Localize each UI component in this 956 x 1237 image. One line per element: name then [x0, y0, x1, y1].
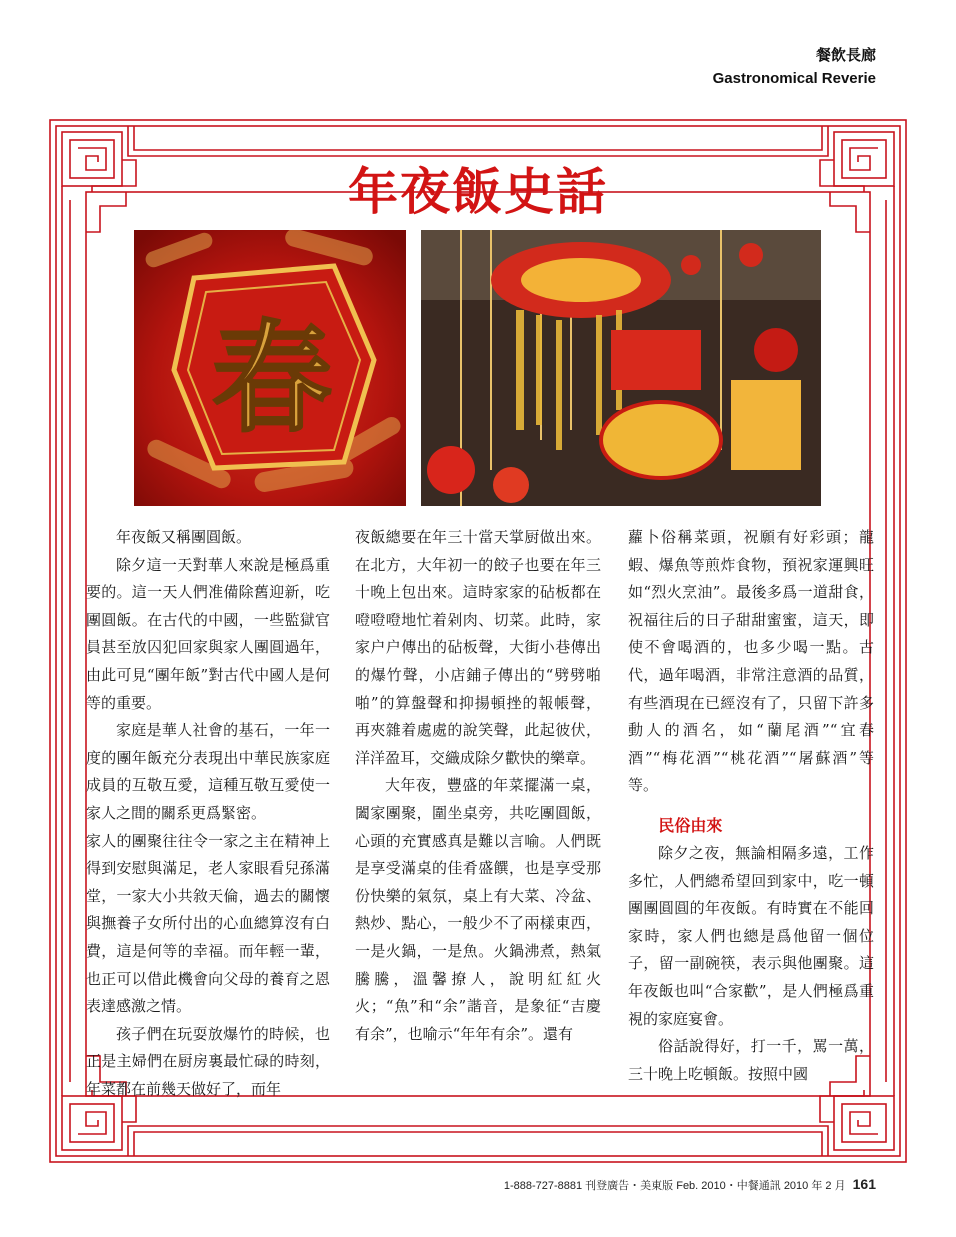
paragraph: 除夕之夜，無論相隔多遠，工作多忙，人們總希望回到家中，吃一頓團團圓圓的年夜飯。有時實在不能回家時，家人們也總是爲他留一個位子，留一副碗筷，表示與他團聚。這年夜飯也叫“合家歡”，是人們極爲重視的家庭宴會。: [628, 843, 874, 1028]
text-column-1: [86, 524, 330, 1103]
paragraph: 大年夜，豐盛的年菜擺滿一桌，闔家團聚，圍坐桌旁，共吃團圓飯，心頭的充實感真是難以言喻。人們既是享受滿桌的佳肴盛饌，也是享受那份快樂的氣氛，桌上有大菜、冷盆、熱炒、點心，一般少不了兩樣東西，一是火鍋，一是魚。火鍋沸煮，熱氣騰騰，溫馨撩人，說明紅紅火火；“魚”和“余”諧音，是象征“吉慶有余”，也喻示“年年有余”。還有: [355, 776, 601, 1043]
page-title: 年夜飯史話: [348, 163, 608, 221]
firecracker-photo: [134, 230, 406, 506]
footer-text: 1-888-727-8881 刊登廣告・美東版 Feb. 2010・中餐通訊 2010 年 2 月: [503, 1180, 846, 1192]
text-column-3: [628, 524, 874, 1088]
paragraph: 蘿卜俗稱菜頭，祝願有好彩頭；龍蝦、爆魚等煎炸食物，預祝家運興旺如“烈火烹油”。最後多爲一道甜食，祝福往后的日子甜甜蜜蜜，這天，即使不會喝酒的，也多少喝一點。古代，過年喝酒，非常注意酒的品質，有些酒現在已經沒有了，只留下許多動人的酒名，如“蘭尾酒”“宜春酒”“梅花酒”“桃花酒”“屠蘇酒”等等。: [628, 528, 874, 795]
paragraph: 俗話說得好，打一千，罵一萬，三十晚上吃頓飯。按照中國: [628, 1037, 874, 1083]
paragraph: 夜飯總要在年三十當天掌厨做出來。在北方，大年初一的餃子也要在年三十晚上包出來。這時家家的砧板都在噔噔噔地忙着剁肉、切菜。此時，家家户户傳出的砧板聲，大街小巷傳出的爆竹聲，小店鋪子傳出的“劈劈啪啪”的算盤聲和抑揚頓挫的報帳聲，再夾雜着處處的說笑聲，此起彼伏，洋洋盈耳，交織成除夕歡快的樂章。: [355, 528, 601, 767]
text-column-2: [355, 524, 601, 1048]
page-number: 161: [852, 1176, 876, 1192]
paragraph: 年夜飯又稱團圓飯。: [116, 528, 252, 546]
section-title-zh: 餐飲長廊: [815, 46, 876, 64]
paragraph: 孩子們在玩耍放爆竹的時候，也正是主婦們在厨房裏最忙碌的時刻，年菜都在前幾天做好了，而年: [86, 1024, 330, 1098]
lanterns-photo: [421, 230, 821, 506]
subheading: 民俗由來: [658, 815, 723, 835]
svg-text:春: 春: [212, 308, 332, 449]
paragraph: 家人的團聚往往令一家之主在精神上得到安慰與滿足，老人家眼看兒孫滿堂，一家大小共敘天倫，過去的關懷與撫養子女所付出的心血總算沒有白費，這是何等的幸福。而年輕一輩，也正可以借此機會向父母的養育之恩表達感激之情。: [86, 831, 330, 1016]
section-title-en: Gastronomical Reverie: [712, 70, 876, 87]
paragraph: 家庭是華人社會的基石，一年一度的團年飯充分表現出中華民族家庭成員的互敬互愛，這種互敬互愛使一家人之間的關系更爲緊密。: [86, 721, 330, 822]
paragraph: 除夕這一天對華人來說是極爲重要的。這一天人們准備除舊迎新，吃團圓飯。在古代的中國，一些監獄官員甚至放囚犯回家與家人團圓過年，由此可見“團年飯”對古代中國人是何等的重要。: [86, 555, 330, 712]
page-footer: [504, 1176, 876, 1193]
